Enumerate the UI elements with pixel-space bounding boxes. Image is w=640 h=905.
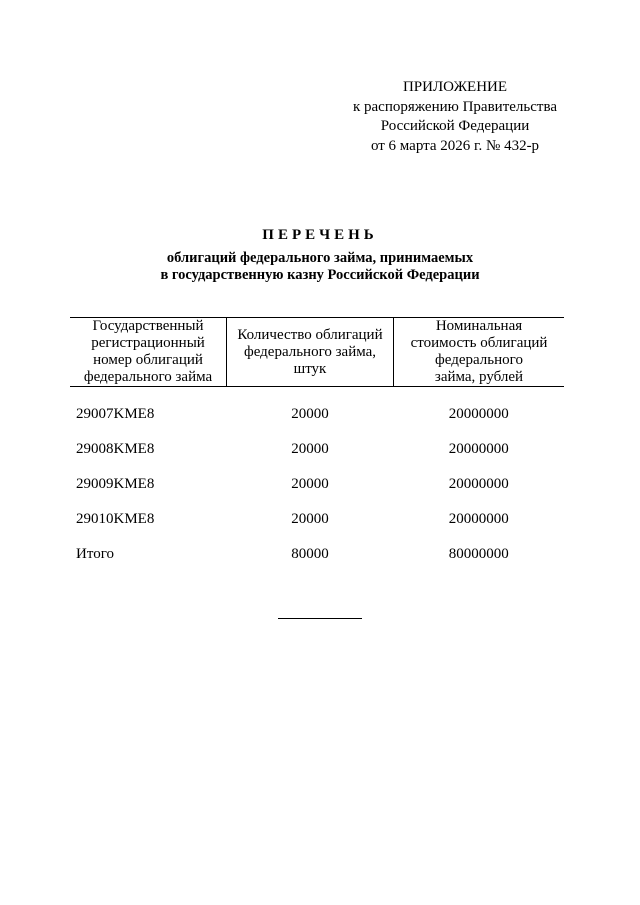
header-text-line: регистрационный — [91, 335, 205, 351]
bonds-table — [70, 317, 564, 572]
table-header-row — [70, 318, 564, 387]
subtitle-line-1: облигаций федерального займа, принимаемых — [166, 250, 474, 266]
appendix-reference: к распоряжению Правительства — [352, 98, 557, 115]
appendix-block — [330, 78, 580, 156]
table-row — [70, 387, 564, 433]
quantity-cell: 20000 — [291, 441, 329, 457]
header-text-line: штук — [293, 360, 327, 377]
quantity-cell: 20000 — [291, 406, 329, 422]
header-text-line: федерального займа, — [243, 343, 377, 360]
nominal-value-cell: 20000000 — [448, 441, 509, 457]
header-text-line: стоимость облигаций — [410, 335, 548, 351]
header-quantity — [227, 318, 394, 387]
registration-number-cell: 29010KME8 — [76, 511, 155, 527]
appendix-date-number: от 6 марта 2026 г. № 432-р — [370, 137, 540, 154]
registration-number-cell: 29007KME8 — [76, 406, 155, 422]
table-row — [70, 432, 564, 467]
quantity-cell: 20000 — [291, 511, 329, 527]
nominal-value-cell: 20000000 — [448, 476, 509, 492]
registration-number-cell: 29009KME8 — [76, 476, 155, 492]
table-row — [70, 502, 564, 537]
document-title: ПЕРЕЧЕНЬ — [262, 227, 378, 243]
registration-number-cell: 29008KME8 — [76, 441, 155, 457]
end-of-document-divider — [278, 618, 362, 619]
header-nominal-value — [394, 318, 565, 387]
header-text-line: федерального — [435, 352, 523, 368]
total-label-cell: Итого — [76, 546, 114, 562]
header-text-line: номер облигаций — [93, 352, 203, 368]
table-row — [70, 467, 564, 502]
nominal-value-cell: 20000000 — [448, 511, 509, 527]
subtitle-line-2: в государственную казну Российской Федерации — [160, 267, 480, 283]
quantity-cell: 20000 — [291, 476, 329, 492]
header-text-line: Номинальная — [435, 318, 523, 334]
total-row — [70, 537, 564, 572]
header-text-line: займа, рублей — [434, 369, 524, 385]
header-text-line: Количество облигаций — [237, 326, 383, 343]
total-quantity-cell: 80000 — [291, 546, 329, 562]
appendix-heading: ПРИЛОЖЕНИЕ — [402, 79, 508, 95]
header-text-line: Государственный — [92, 318, 204, 334]
header-registration-number — [70, 318, 227, 387]
total-nominal-value-cell: 80000000 — [448, 546, 509, 562]
appendix-authority: Российской Федерации — [380, 118, 530, 134]
nominal-value-cell: 20000000 — [448, 406, 509, 422]
header-text-line: федерального займа — [83, 369, 213, 385]
document-subtitle — [0, 250, 640, 284]
